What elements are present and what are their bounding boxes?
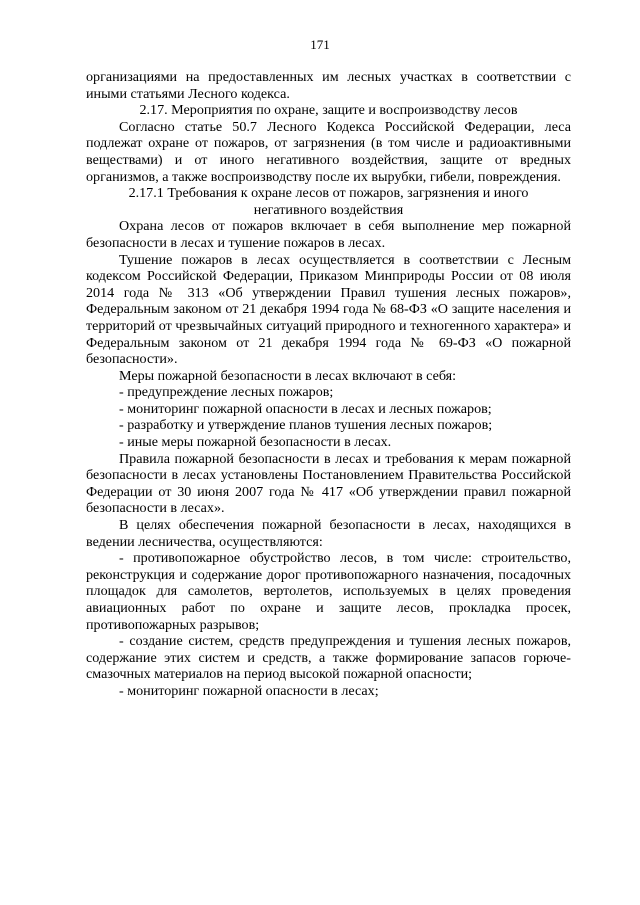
section-2-17-1-heading-line2: негативного воздействия [253, 201, 404, 218]
list-item: - предупреждение лесных пожаров; [119, 384, 334, 401]
list-item: - противопожарное обустройство лесов, в том числе: строительство, реконструкция и содержание дорог противопожарного назначения, посадочных площадок для самолетов, вертолетов, используемых в целях проведения авиационных работ по охране и защите лесов, прокладка просек, противопожарных разрывов; [86, 550, 571, 633]
section-2-17-heading: 2.17. Мероприятия по охране, защите и воспроизводству лесов [139, 102, 518, 119]
page-number: 171 [310, 37, 330, 52]
list-item: - мониторинг пожарной опасности в лесах; [119, 682, 379, 699]
paragraph: Тушение пожаров в лесах осуществляется в соответствии с Лесным кодексом Российской Федерации, Приказом Минприроды России от 08 июля 2014 года № 313 «Об утверждении Правил тушения лесных пожаров», Федеральным законом от 21 декабря 1994 года № 68-ФЗ «О защите населения и территорий от чрезвычайных ситуаций природного и техногенного характера» и Федеральным законом от 21 декабря 1994 года № 69-ФЗ «О пожарной безопасности». [86, 251, 571, 368]
list-item: - создание систем, средств предупреждения и тушения лесных пожаров, содержание этих систем и средств, а также формирование запасов горюче-смазочных материалов на период высокой пожарной опасности; [86, 633, 571, 683]
section-2-17-1-heading-line1: 2.17.1 Требования к охране лесов от пожаров, загрязнения и иного [128, 185, 529, 202]
intro-continuation: организациями на предоставленных им лесных участках в соответствии с иными статьями Лесного кодекса. [86, 69, 571, 102]
list-item: - иные меры пожарной безопасности в лесах. [119, 434, 392, 451]
paragraph: Меры пожарной безопасности в лесах включают в себя: [119, 367, 457, 384]
paragraph: В целях обеспечения пожарной безопасности в лесах, находящихся в ведении лесничества, осуществляются: [86, 517, 571, 550]
list-item: - разработку и утверждение планов тушения лесных пожаров; [119, 417, 493, 434]
paragraph: Правила пожарной безопасности в лесах и требования к мерам пожарной безопасности в лесах установлены Постановлением Правительства Российской Федерации от 30 июня 2007 года № 417 «Об утверждении правил пожарной безопасности в лесах». [86, 450, 571, 517]
section-2-17-paragraph: Согласно статье 50.7 Лесного Кодекса Российской Федерации, леса подлежат охране от пожаров, от загрязнения (в том числе и радиоактивными веществами) и от иного негативного воздействия, защите от вредных организмов, а также воспроизводству после их вырубки, гибели, повреждения. [86, 118, 571, 185]
list-item: - мониторинг пожарной опасности в лесах и лесных пожаров; [119, 400, 492, 417]
section-2-17-1-heading [86, 185, 571, 218]
paragraph: Охрана лесов от пожаров включает в себя выполнение мер пожарной безопасности в лесах и тушение пожаров в лесах. [86, 218, 571, 251]
page-content [86, 69, 571, 700]
